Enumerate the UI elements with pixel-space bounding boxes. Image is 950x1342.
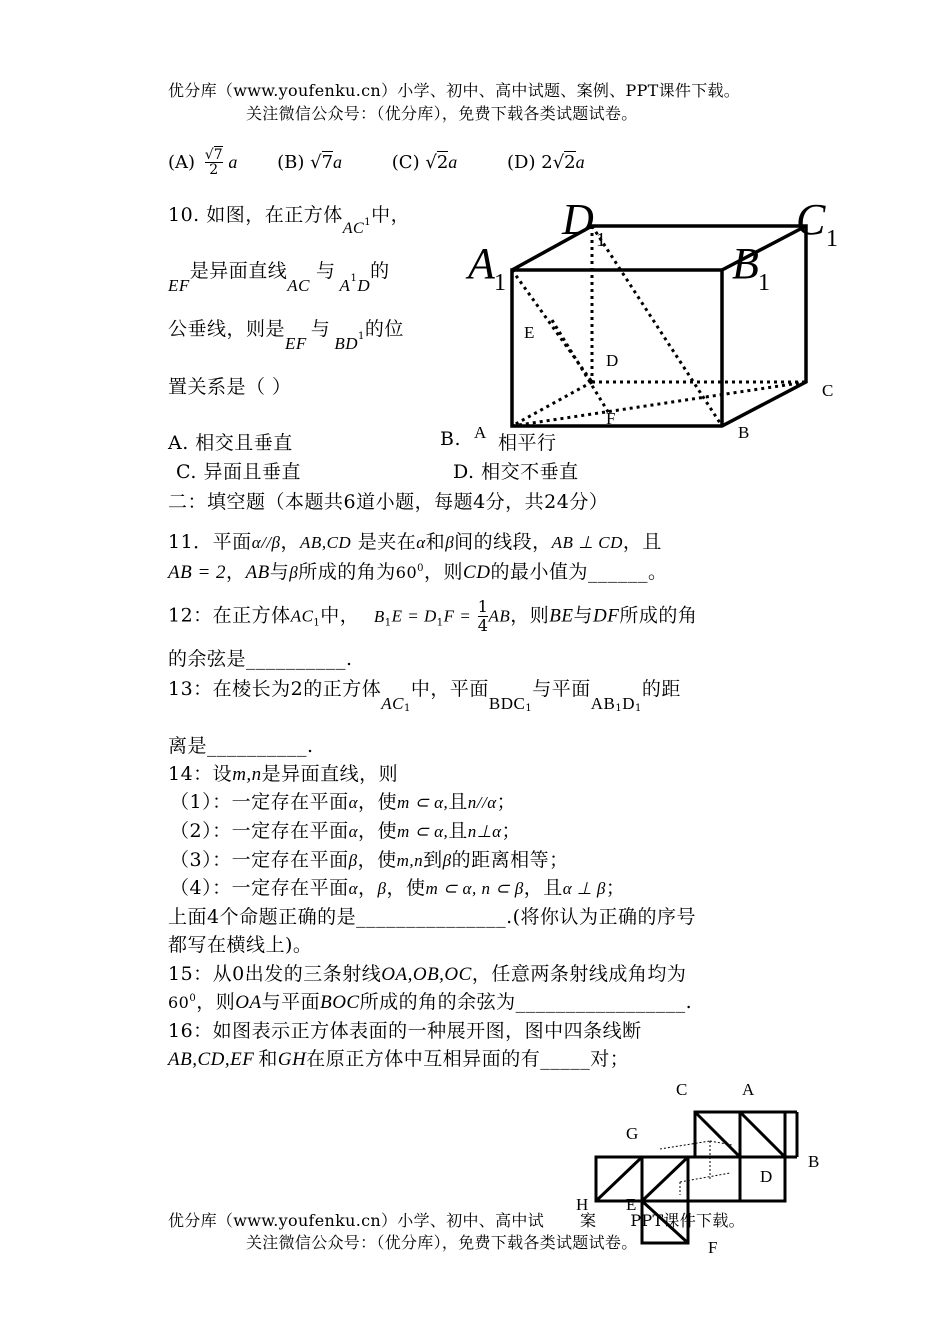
header-line-2: 关注微信公众号：（优分库），免费下载各类试题试卷。 (246, 104, 638, 123)
q15-line-2: $60^0$，则OA与平面BOC所成的角的余弦为_________________. (168, 991, 693, 1013)
q14-statement-3: （3）：一定存在平面β，使m,n到β的距离相等； (170, 849, 569, 871)
q14-statement-4: （4）：一定存在平面α，β，使m ⊂ α, n ⊂ β，且α ⊥ β； (170, 877, 626, 899)
q15-line-1: 15：从0出发的三条射线OA,OB,OC，任意两条射线成角均为 (168, 963, 687, 985)
net-label-H: H (576, 1195, 589, 1214)
q10-option-c: C. 异面且垂直 (176, 461, 301, 483)
label-C1: C (796, 195, 826, 244)
net-label-C: C (676, 1080, 688, 1099)
q9-option-a: $(A) \frac{√7}{2}$ a (168, 147, 238, 178)
cube-diagram (460, 190, 860, 445)
label-A1-sub: 1 (494, 270, 506, 296)
q12-line-1: 12：在正方体$AC_1$中， $B_1E = D_1F$ = $\frac{1}{4}$ AB，则BE与DF所成的角 (168, 597, 698, 635)
label-B: B (738, 423, 750, 442)
q14-line-1: 14：设m,n是异面直线，则 (168, 763, 399, 785)
label-F: F (606, 409, 616, 428)
q14-statement-2: （2）：一定存在平面α，使m ⊂ α,且n⊥α； (170, 820, 522, 842)
q14-statement-1: （1）：一定存在平面α，使m ⊂ α,且n//α； (170, 791, 517, 813)
q10-option-b-text: 相平行 (498, 432, 557, 454)
q11-line-2: AB = 2，AB与β所成的角为$60^0$，则CD的最小值为______。 (168, 561, 668, 583)
q10-line-4: 置关系是（ ） (168, 376, 292, 398)
q11-line-1: 11．平面α//β，AB,CD 是夹在α和β间的线段，AB ⊥ CD，且 (168, 531, 662, 553)
net-label-G: G (626, 1124, 639, 1143)
net-label-D: D (760, 1167, 773, 1186)
q10-option-a: A. 相交且垂直 (168, 432, 293, 454)
label-B1: B (732, 239, 759, 288)
section-2-title: 二：填空题（本题共6道小题，每题4分，共24分） (168, 491, 609, 513)
q9-options (168, 148, 585, 177)
footer-line-2: 关注微信公众号：（优分库），免费下载各类试题试卷。 (246, 1233, 638, 1252)
net-label-A: A (742, 1080, 755, 1099)
header-line-1: 优分库（www.youfenku.cn）小学、初中、高中试题、案例、PPT课件下载。 (168, 81, 741, 100)
q13-line-2: 离是__________. (168, 735, 314, 757)
q10-option-d: D. 相交不垂直 (453, 461, 579, 483)
q10-option-b: B. (440, 428, 462, 450)
q12-line-2: 的余弦是__________. (168, 648, 353, 670)
label-D: D (606, 351, 619, 370)
q16-line-2: AB,CD,EF 和GH在原正方体中互相异面的有_____对； (168, 1048, 630, 1070)
q9-option-d: (D) 2√2a (507, 151, 585, 173)
footer-line-1: 优分库（www.youfenku.cn）小学、初中、高中试 案 PPT课件下载。 (168, 1211, 745, 1230)
q13-line-1: 13：在棱长为2的正方体$AC_1$中，平面$BDC_1$与平面$AB_1D_1$的距 (168, 678, 681, 714)
q16-line-1: 16：如图表示正方体表面的一种展开图，图中四条线断 (168, 1020, 642, 1042)
label-C: C (822, 381, 834, 400)
label-D1: D (562, 195, 594, 244)
label-A: A (474, 423, 487, 442)
label-B1-sub: 1 (758, 270, 770, 296)
net-label-E: E (626, 1195, 637, 1214)
label-D1-sub: 1 (596, 229, 606, 251)
q10-line-2: EF是异面直线AC与$A_1D$的 (168, 260, 390, 295)
label-A1: A (468, 239, 495, 288)
label-C1-sub: 1 (826, 226, 838, 252)
q10-line-3: 公垂线，则是EF与$BD_1$的位 (168, 318, 404, 353)
q9-option-c: (C) √2a (391, 151, 458, 173)
q10-line-1: 10. 如图，在正方体$_{AC1}$中， (168, 204, 411, 237)
q9-option-b: (B) √7a (277, 151, 343, 173)
label-E: E (524, 323, 535, 342)
net-label-F: F (708, 1238, 718, 1257)
q14-answer-line-1: 上面4个命题正确的是_______________.(将你认为正确的序号 (168, 906, 697, 928)
q14-answer-line-2: 都写在横线上)。 (168, 934, 313, 956)
net-label-B: B (808, 1152, 820, 1171)
